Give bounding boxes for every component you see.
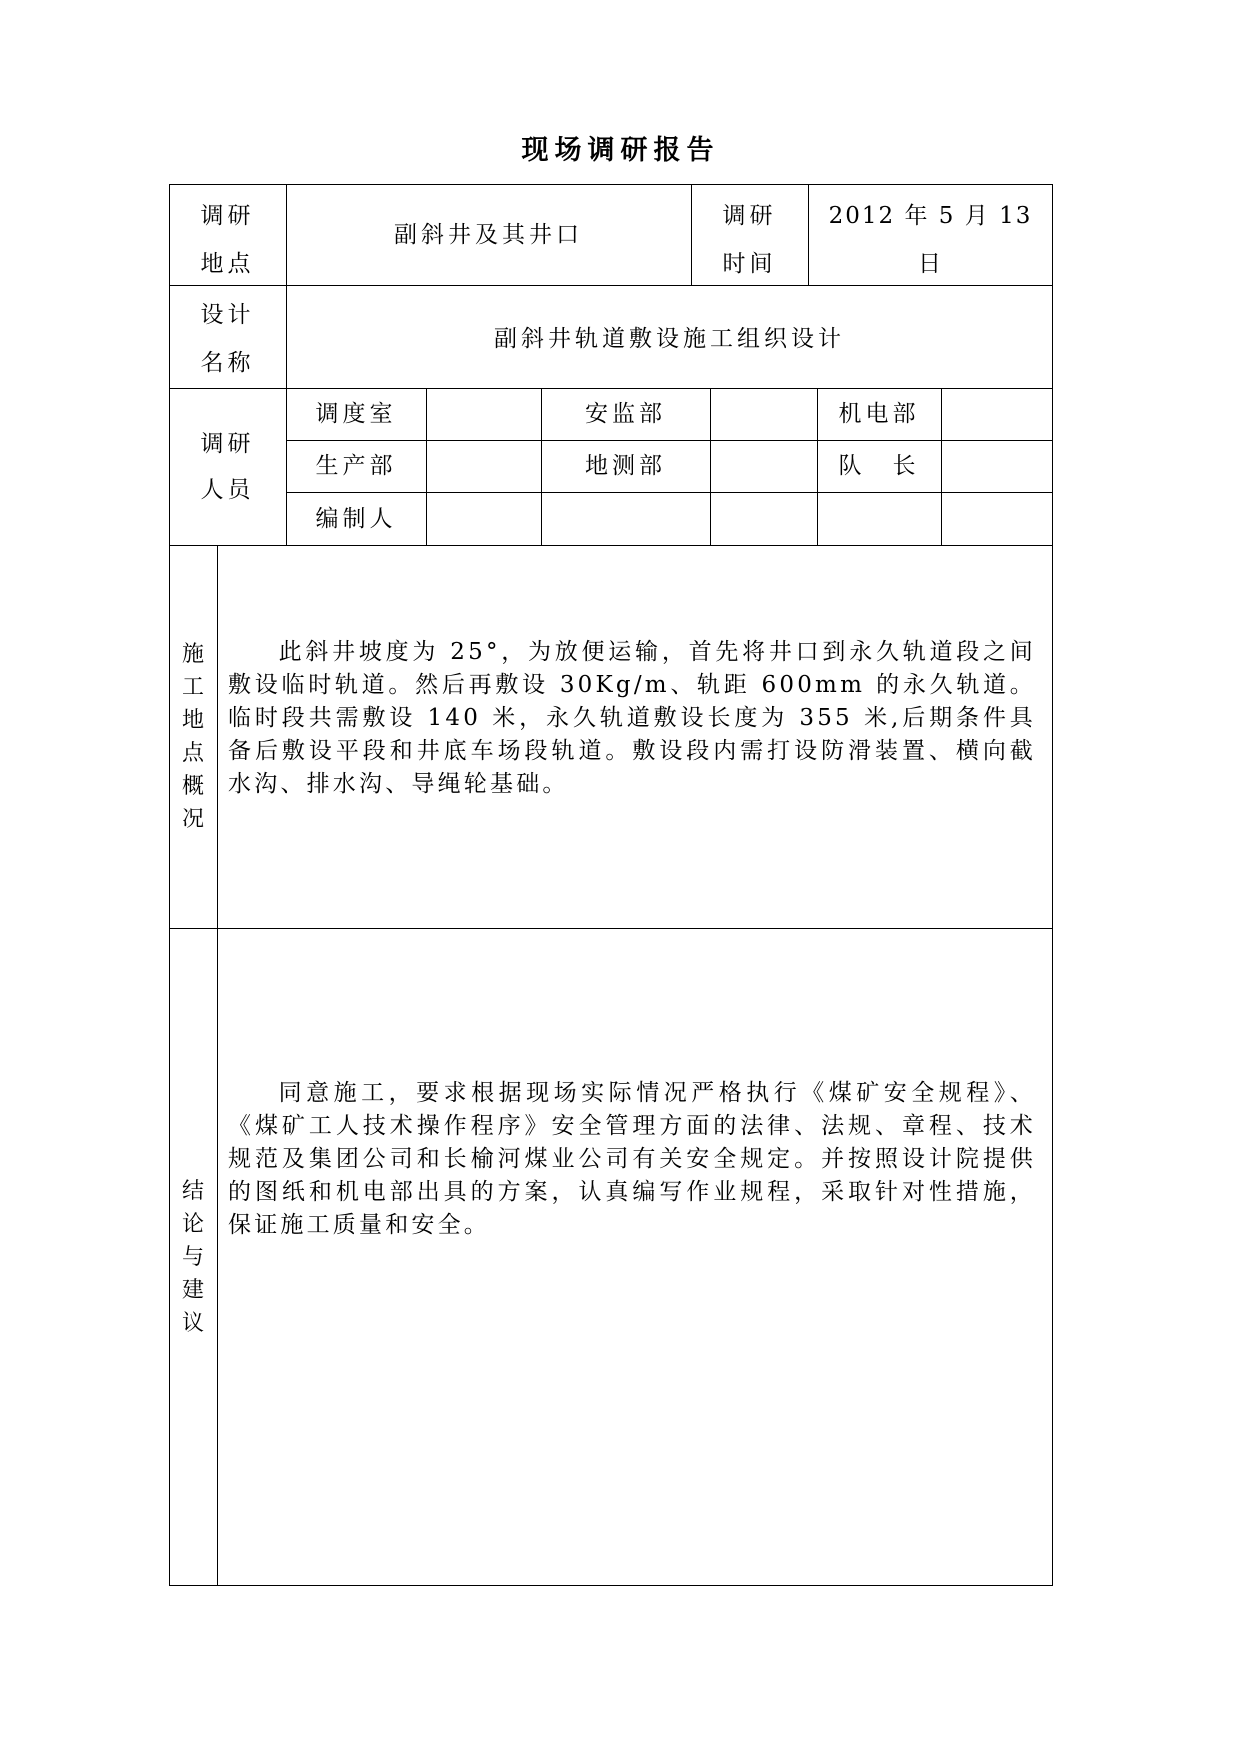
dept-production: 生产部 [315, 453, 397, 479]
overview-text: 此斜井坡度为 25°，为放便运输，首先将井口到永久轨道段之间敷设临时轨道。然后再敷设 30Kg/m、轨距 600mm 的永久轨道。临时段共需敷设 140 米，永久轨道敷设长度为 355 米,后期条件具备后敷设平段和井底车场段轨道。敷设段内需打设防滑装置、横向截水沟、排水沟、导绳轮基础。 [228, 639, 1036, 797]
dept-electromech: 机电部 [838, 401, 920, 427]
survey-time-label [691, 194, 808, 285]
label-line: 名称 [200, 350, 255, 376]
personnel-label [169, 388, 286, 545]
label-char: 施 [181, 641, 204, 667]
label-char: 点 [181, 740, 204, 766]
row-divider [169, 545, 1053, 546]
dept-team-leader: 队 长 [838, 453, 920, 479]
label-line: 设计 [200, 302, 255, 328]
label-char: 议 [181, 1310, 204, 1336]
col-divider [217, 545, 218, 1586]
label-char: 地 [181, 707, 204, 733]
date-line: 日 [918, 250, 943, 277]
label-char: 况 [181, 806, 204, 832]
col-divider [941, 388, 942, 545]
dept-compiler: 编制人 [315, 505, 397, 532]
label-line: 调研 [200, 202, 255, 229]
label-char: 结 [181, 1178, 204, 1204]
page-title: 现场调研报告 [521, 135, 720, 166]
survey-time-value [808, 194, 1053, 285]
design-name-label [169, 290, 286, 388]
conclusion-text: 同意施工，要求根据现场实际情况严格执行《煤矿安全规程》、《煤矿工人技术操作程序》安全管理方面的法律、法规、章程、技术规范及集团公司和长榆河煤业公司有关安全规定。并按照设计院提供的图纸和机电部出具的方案，认真编写作业规程，采取针对性措施，保证施工质量和安全。 [228, 1080, 1036, 1238]
label-line: 调研 [200, 430, 255, 457]
conclusion-label [169, 928, 217, 1586]
label-char: 与 [181, 1244, 204, 1270]
design-name-value: 副斜井轨道敷设施工组织设计 [494, 326, 845, 352]
survey-location-value: 副斜井及其井口 [394, 221, 583, 248]
label-line: 人员 [200, 476, 255, 503]
row-divider [169, 928, 1053, 929]
dept-safety: 安监部 [585, 401, 666, 427]
dept-survey: 地测部 [585, 453, 666, 479]
label-char: 工 [181, 674, 204, 700]
dept-dispatch: 调度室 [315, 401, 397, 427]
label-line: 调研 [722, 202, 777, 229]
label-line: 地点 [200, 250, 255, 277]
label-char: 概 [181, 773, 204, 799]
label-char: 建 [181, 1277, 204, 1303]
survey-location-label [169, 194, 286, 285]
date-line: 2012 年 5 月 13 [828, 202, 1033, 229]
col-divider [710, 388, 711, 545]
label-char: 论 [181, 1211, 204, 1237]
label-line: 时间 [722, 250, 777, 277]
overview-label [169, 545, 217, 928]
col-divider [426, 388, 427, 545]
